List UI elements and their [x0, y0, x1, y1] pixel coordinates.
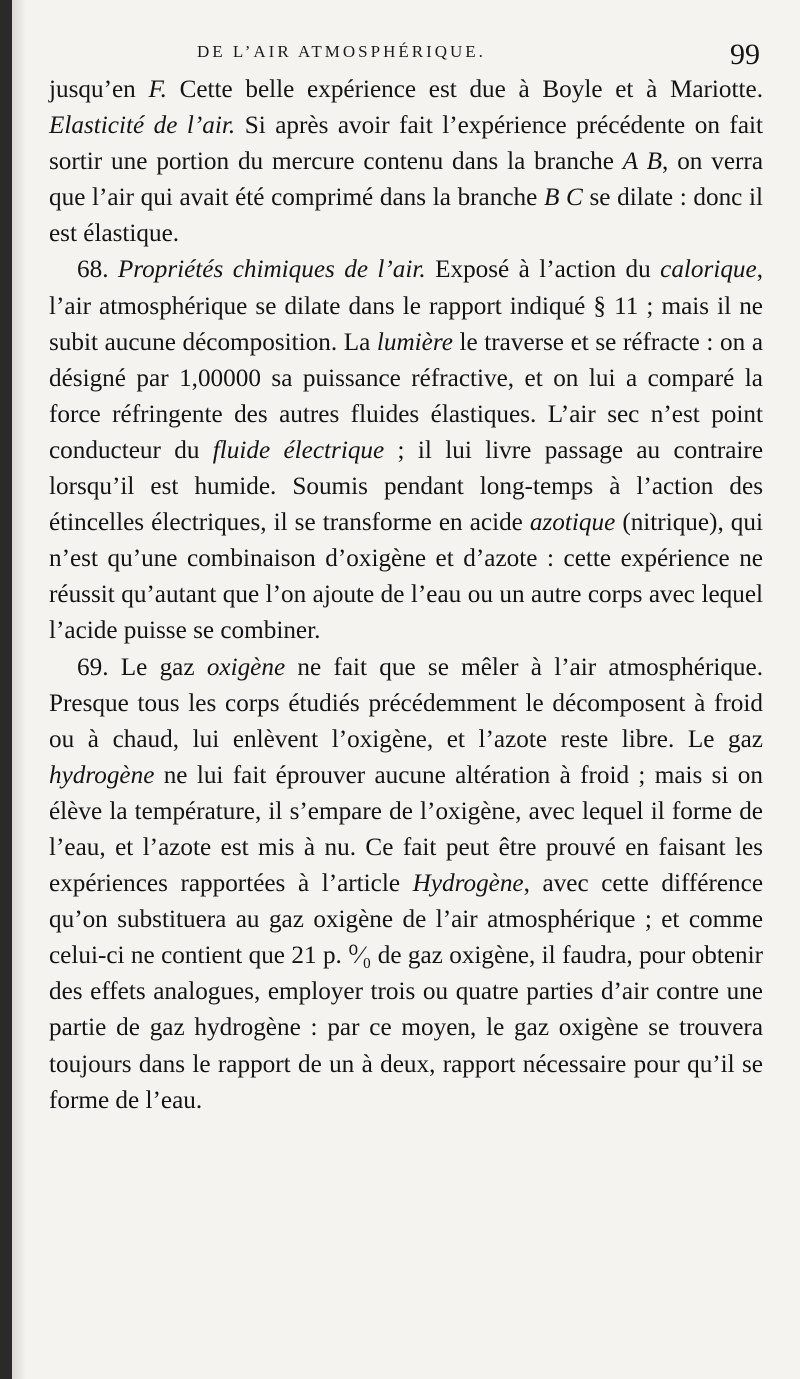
text-segment: 69. Le gaz: [77, 653, 207, 681]
italic-text-segment: calorique: [660, 256, 757, 284]
italic-text-segment: azotique: [529, 509, 616, 537]
paragraph-continuation: [49, 72, 763, 252]
italic-text-segment: fluide électrique: [212, 436, 385, 464]
italic-text-segment: oxigène: [206, 653, 286, 681]
italic-text-segment: A B: [622, 148, 662, 176]
running-title: DE L’AIR ATMOSPHÉRIQUE.: [197, 42, 486, 61]
italic-text-segment: F.: [148, 76, 167, 103]
text-segment: jusqu’en: [49, 76, 149, 103]
italic-text-segment: lumière: [376, 328, 453, 356]
text-segment: (nitrique), qui n’est qu’une combinaison d’oxigène et d’azote : cette expérience ne réussit qu’autant que l’on ajoute de l’eau ou un autre corps avec lequel l’acide puisse se combiner.: [49, 509, 763, 645]
text-segment: , on verra que l’air qui avait été comprimé dans la branche: [49, 148, 763, 212]
text-segment: , l’air atmosphérique se dilate dans le rapport indiqué § 11 ; mais il ne subit aucune décomposition. La: [49, 256, 763, 356]
italic-text-segment: Elasticité de l’air.: [49, 112, 236, 140]
page-number: 99: [730, 38, 760, 71]
text-segment: ne fait que se mêler à l’air atmosphérique. Presque tous les corps étudiés précédemment le décomposent à froid ou à chaud, lui enlèvent l’oxigène, et l’azote reste libre. Le gaz: [49, 653, 763, 753]
paragraph-69: [49, 650, 763, 1119]
text-segment: , avec cette différence qu’on substituera au gaz oxigène de l’air atmosphérique ; et comme celui-ci ne contient que 21 p. ⁰⁄₀ de gaz oxigène, il faudra, pour obtenir des effets analogues, employer trois ou quatre parties d’air contre une partie de gaz hydrogène : par ce moyen, le gaz oxigène se trouvera toujours dans le rapport de un à deux, rapport nécessaire pour qu’il se forme de l’eau.: [49, 870, 763, 1114]
text-segment: se dilate : donc il est élastique.: [49, 184, 764, 248]
body-text: [49, 72, 763, 1119]
text-segment: ne lui fait éprouver aucune altération à froid ; mais si on élève la température, il s’empare de l’oxigène, avec lequel il forme de l’eau, et l’azote est mis à nu. Ce fait peut être prouvé en faisant les expériences rapportées à l’article: [49, 761, 763, 898]
text-segment: le traverse et se réfracte : on a désigné par 1,00000 sa puissance réfractive, et on lui a comparé la force réfringente des autres fluides élastiques. L’air sec n’est point conducteur du: [49, 328, 763, 464]
text-segment: Si après avoir fait l’expérience précédente on fait sortir une portion du mercure contenu dans la branche: [49, 112, 763, 176]
text-segment: ; il lui livre passage au contraire lorsqu’il est humide. Soumis pendant long-temps à l’action des étincelles électriques, il se transforme en acide: [49, 436, 763, 537]
italic-text-segment: Propriétés chimiques de l’air.: [117, 256, 426, 284]
book-page: [12, 0, 800, 1379]
paragraph-68: [49, 252, 763, 649]
italic-text-segment: B C: [543, 184, 583, 212]
text-segment: Cette belle expérience est due à Boyle et à Mariotte.: [166, 76, 763, 103]
running-head: [12, 38, 782, 72]
text-segment: 68.: [77, 256, 118, 284]
italic-text-segment: hydrogène: [49, 761, 155, 789]
text-segment: Exposé à l’action du: [425, 256, 661, 284]
italic-text-segment: Hydrogène: [412, 870, 524, 898]
